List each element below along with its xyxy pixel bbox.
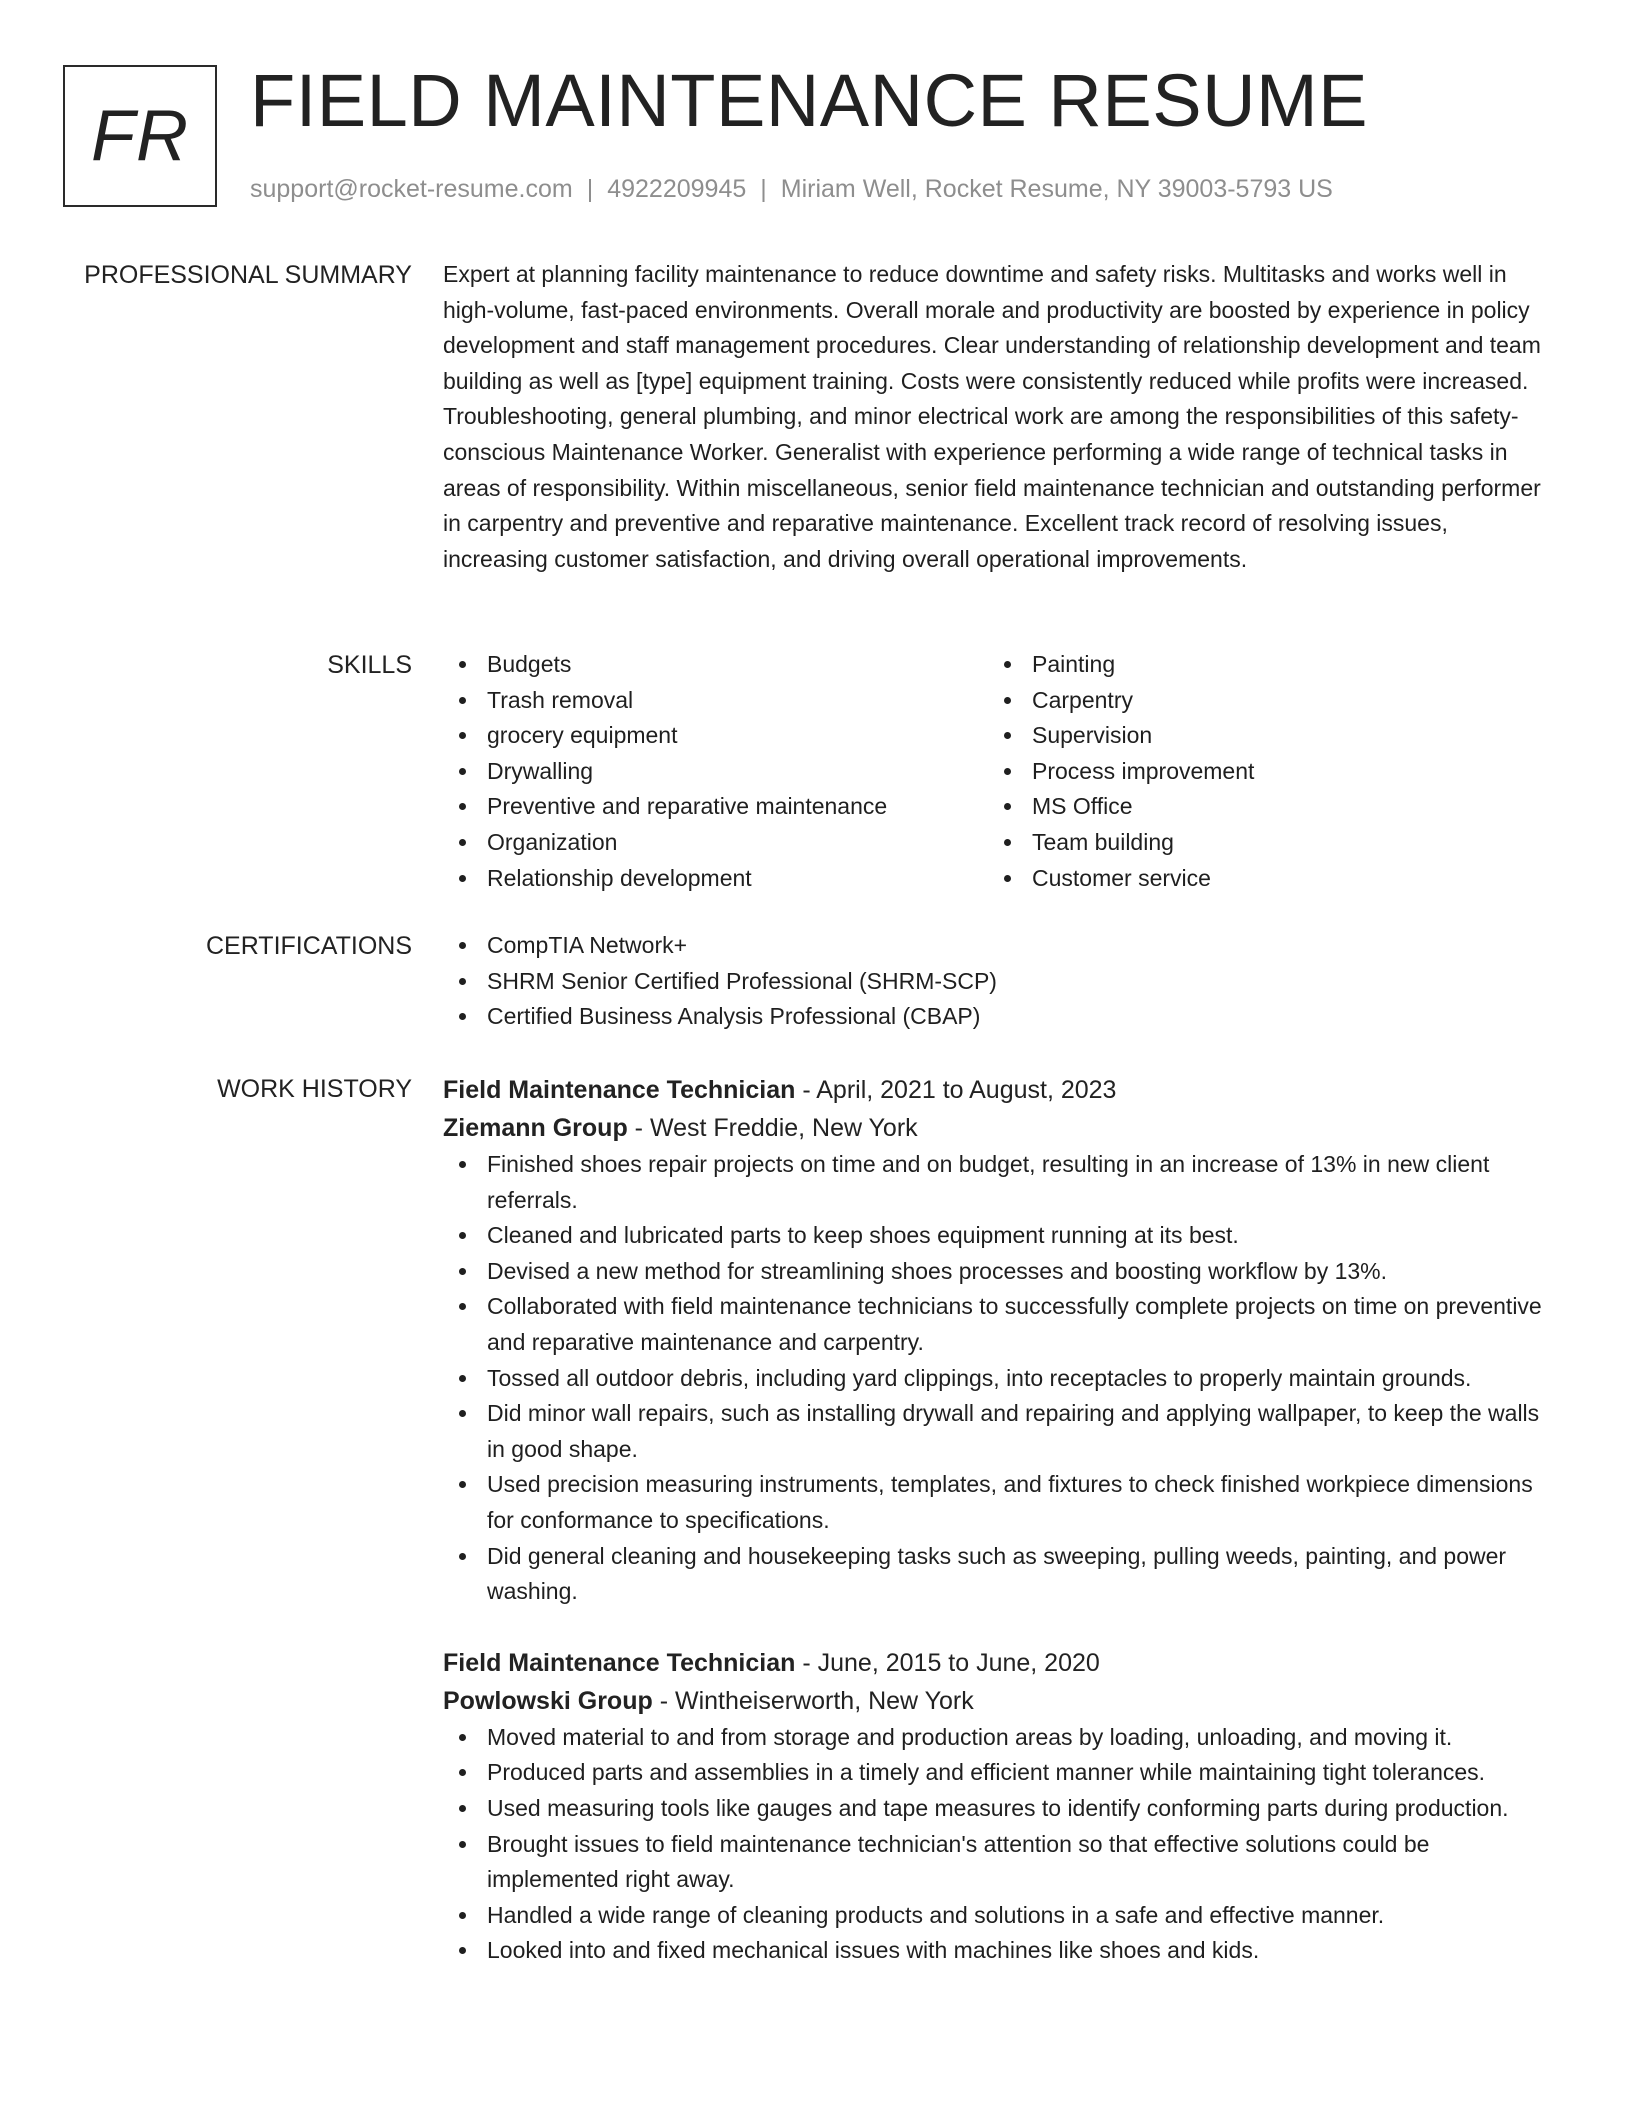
skill-item: Budgets (443, 647, 988, 683)
section-label-work-history: WORK HISTORY (217, 1075, 412, 1103)
job-bullet: Moved material to and from storage and production areas by loading, unloading, and moving it. (443, 1720, 1553, 1756)
job-bullet: Used precision measuring instruments, templates, and fixtures to check finished workpiece dimensions for conformance to specifications. (443, 1467, 1553, 1538)
job-bullet: Handled a wide range of cleaning products and solutions in a safe and effective manner. (443, 1898, 1553, 1934)
job-bullet: Devised a new method for streamlining shoes processes and boosting workflow by 13%. (443, 1254, 1553, 1290)
skill-item: Process improvement (988, 754, 1533, 790)
contact-email: support@rocket-resume.com (250, 175, 573, 203)
job-title: Field Maintenance Technician (443, 1648, 796, 1677)
skill-item: Painting (988, 647, 1533, 683)
job-bullets (443, 1147, 1553, 1610)
job-bullet: Looked into and fixed mechanical issues with machines like shoes and kids. (443, 1933, 1553, 1969)
skill-item: grocery equipment (443, 718, 988, 754)
job-title-line (443, 1644, 1553, 1682)
job-bullet: Did general cleaning and housekeeping tasks such as sweeping, pulling weeds, painting, and power washing. (443, 1539, 1553, 1610)
contact-address: Miriam Well, Rocket Resume, NY 39003-5793 US (780, 175, 1333, 203)
contact-separator: | (586, 175, 594, 203)
job-bullet: Tossed all outdoor debris, including yard clippings, into receptacles to properly maintain grounds. (443, 1361, 1553, 1397)
skill-item: MS Office (988, 789, 1533, 825)
skill-item: Preventive and reparative maintenance (443, 789, 988, 825)
section-label-summary: PROFESSIONAL SUMMARY (84, 261, 412, 289)
summary-body (443, 257, 1553, 577)
skill-item: Team building (988, 825, 1533, 861)
job-company: Powlowski Group (443, 1686, 653, 1715)
work-history-body (443, 1071, 1553, 1969)
skill-item: Carpentry (988, 683, 1533, 719)
summary-text: Expert at planning facility maintenance to reduce downtime and safety risks. Multitasks and works well in high-volume, fast-paced environments. Overall morale and productivity are boosted by experience in policy development and staff management procedures. Clear understanding of relationship development and team building as well as [type] equipment training. Costs were consistently reduced while profits were increased. Troubleshooting, general plumbing, and minor electrical work are among the responsibilities of this safety-conscious Maintenance Worker. Generalist with experience performing a wide range of technical tasks in areas of responsibility. Within miscellaneous, senior field maintenance technician and outstanding performer in carpentry and preventive and reparative maintenance. Excellent track record of resolving issues, increasing customer satisfaction, and driving overall operational improvements. (443, 261, 1541, 572)
skill-item: Trash removal (443, 683, 988, 719)
section-label-certifications: CERTIFICATIONS (205, 932, 412, 960)
job-title-line (443, 1071, 1553, 1109)
job-bullet: Brought issues to field maintenance technician's attention so that effective solutions could be implemented right away. (443, 1827, 1553, 1898)
job-bullet: Collaborated with field maintenance technicians to successfully complete projects on time on preventive and reparative maintenance and carpentry. (443, 1289, 1553, 1360)
skill-item: Supervision (988, 718, 1533, 754)
job-entry (443, 1644, 1553, 1969)
contact-separator: | (760, 175, 767, 203)
skill-item: Drywalling (443, 754, 988, 790)
job-company: Ziemann Group (443, 1114, 628, 1142)
job-company-line (443, 1682, 1553, 1720)
section-label-skills: SKILLS (327, 651, 412, 679)
job-dates: - April, 2021 to August, 2023 (795, 1076, 1117, 1104)
certification-item: CompTIA Network+ (443, 928, 1553, 964)
certification-item: SHRM Senior Certified Professional (SHRM-SCP) (443, 964, 1553, 1000)
job-bullet: Produced parts and assemblies in a timely and efficient manner while maintaining tight tolerances. (443, 1755, 1553, 1791)
contact-phone: 4922209945 (607, 175, 747, 203)
job-bullet: Did minor wall repairs, such as installing drywall and repairing and applying wallpaper, to keep the walls in good shape. (443, 1396, 1553, 1467)
certifications-list (443, 928, 1553, 1035)
certification-item: Certified Business Analysis Professional (CBAP) (443, 999, 1553, 1035)
job-bullet: Finished shoes repair projects on time and on budget, resulting in an increase of 13% in new client referrals. (443, 1147, 1553, 1218)
contact-line (250, 172, 1333, 206)
job-bullet: Used measuring tools like gauges and tape measures to identify conforming parts during production. (443, 1791, 1553, 1827)
certifications-body (443, 928, 1553, 1035)
skill-item: Organization (443, 825, 988, 861)
job-title: Field Maintenance Technician (443, 1076, 796, 1104)
job-company-line (443, 1109, 1553, 1147)
resume-title: FIELD MAINTENANCE RESUME (250, 59, 1369, 142)
skills-body (443, 647, 1553, 896)
job-location: - West Freddie, New York (627, 1114, 918, 1142)
monogram-initials: FR (91, 96, 189, 176)
skill-item: Customer service (988, 861, 1533, 897)
skills-list-right (988, 647, 1533, 896)
skills-list-left (443, 647, 988, 896)
job-bullets (443, 1720, 1553, 1969)
skill-item: Relationship development (443, 861, 988, 897)
job-location: - Wintheiserworth, New York (652, 1686, 974, 1715)
monogram-box (63, 65, 217, 207)
job-dates: - June, 2015 to June, 2020 (795, 1648, 1100, 1677)
job-entry (443, 1071, 1553, 1610)
job-bullet: Cleaned and lubricated parts to keep shoes equipment running at its best. (443, 1218, 1553, 1254)
skills-columns (443, 647, 1553, 896)
